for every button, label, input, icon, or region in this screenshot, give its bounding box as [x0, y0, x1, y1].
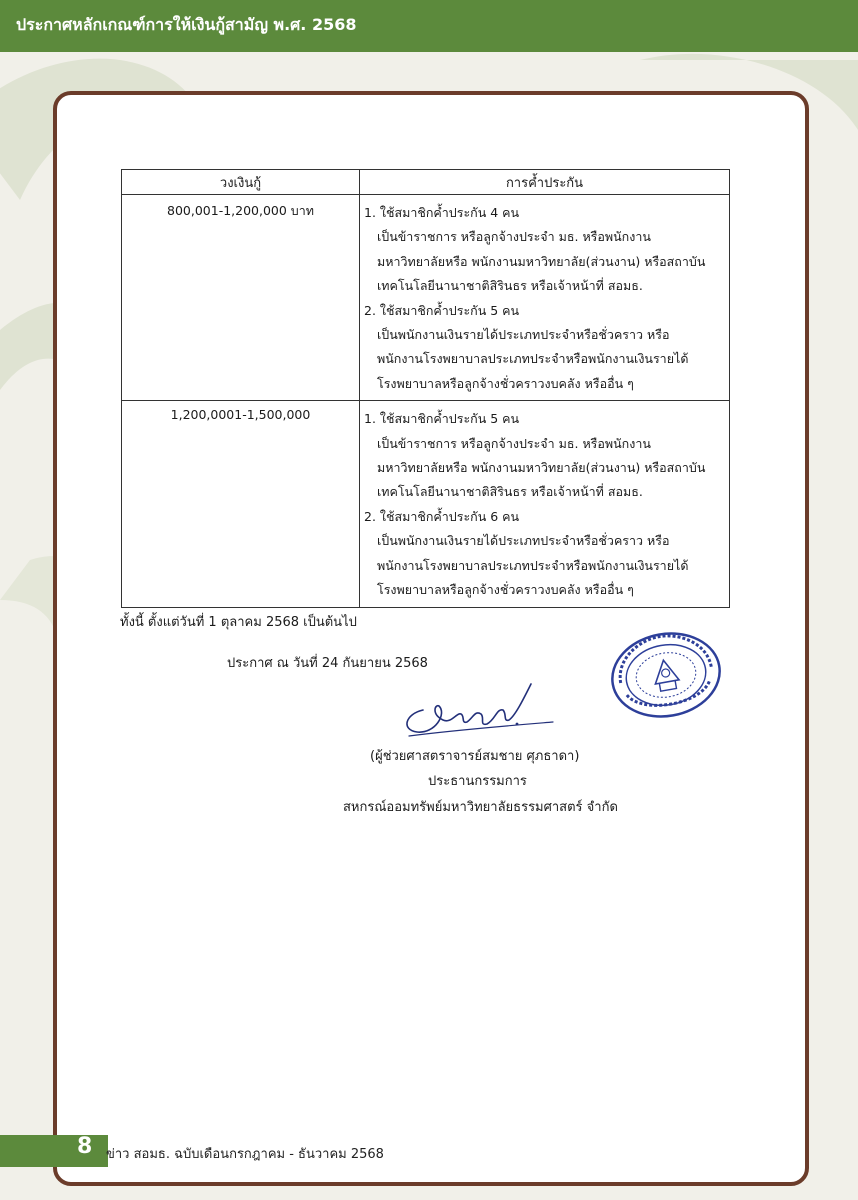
guarantee-line: มหาวิทยาลัยหรือ พนักงานมหาวิทยาลัย(ส่วนงาน) หรือสถาบัน [377, 460, 706, 476]
footer-issue-text: ข่าว สอมธ. ฉบับเดือนกรกฎาคม - ธันวาคม 2568 [106, 1147, 384, 1162]
header-guarantee: การค้ำประกัน [360, 170, 730, 195]
guarantee-line: พนักงานโรงพยาบาลประเภทประจำหรือพนักงานเงินรายได้ [377, 351, 689, 367]
guarantee-line: 2. ใช้สมาชิกค้ำประกัน 5 คน [364, 302, 520, 318]
signatory-position: ประธานกรรมการ [428, 774, 527, 789]
header-title: ประกาศหลักเกณฑ์การให้เงินกู้สามัญ พ.ศ. 2568 [16, 15, 357, 34]
guarantee-line: เป็นพนักงานเงินรายได้ประเภทประจำหรือชั่วคราว หรือ [377, 327, 670, 343]
table-header-row [122, 170, 730, 195]
header-band [0, 0, 858, 52]
header-loan-amount: วงเงินกู้ [122, 170, 360, 195]
guarantee-line: เป็นข้าราชการ หรือลูกจ้างประจำ มธ. หรือพนักงาน [377, 435, 651, 451]
cooperative-seal-image [606, 630, 726, 720]
loan-amount-cell: 1,200,0001-1,500,000 [122, 401, 360, 607]
signatory-name: (ผู้ช่วยศาสตราจารย์สมชาย ศุภธาดา) [370, 749, 580, 764]
guarantee-cell [360, 195, 730, 401]
announcement-date-text: ประกาศ ณ วันที่ 24 กันยายน 2568 [227, 656, 428, 671]
guarantee-line: เป็นข้าราชการ หรือลูกจ้างประจำ มธ. หรือพนักงาน [377, 229, 651, 245]
guarantee-line: 2. ใช้สมาชิกค้ำประกัน 6 คน [364, 508, 520, 524]
guarantee-line: 1. ใช้สมาชิกค้ำประกัน 5 คน [364, 411, 520, 427]
guarantee-line: โรงพยาบาลหรือลูกจ้างชั่วคราวงบคลัง หรืออื่น ๆ [377, 582, 634, 598]
signature-image [395, 670, 565, 742]
loan-amount-cell: 800,001-1,200,000 บาท [122, 195, 360, 401]
guarantee-line: เป็นพนักงานเงินรายได้ประเภทประจำหรือชั่วคราว หรือ [377, 533, 670, 549]
effective-date-text: ทั้งนี้ ตั้งแต่วันที่ 1 ตุลาคม 2568 เป็นต้นไป [120, 615, 357, 630]
guarantee-line: เทคโนโลยีนานาชาติสิรินธร หรือเจ้าหน้าที่ สอมธ. [377, 484, 643, 500]
guarantee-line: 1. ใช้สมาชิกค้ำประกัน 4 คน [364, 205, 520, 220]
signatory-organization: สหกรณ์ออมทรัพย์มหาวิทยาลัยธรรมศาสตร์ จำกัด [343, 800, 618, 815]
guarantee-cell [360, 401, 730, 607]
guarantee-line: พนักงานโรงพยาบาลประเภทประจำหรือพนักงานเงินรายได้ [377, 557, 689, 573]
page-number: 8 [77, 1134, 93, 1159]
guarantee-line: โรงพยาบาลหรือลูกจ้างชั่วคราวงบคลัง หรืออื่น ๆ [377, 375, 634, 391]
guarantee-line: มหาวิทยาลัยหรือ พนักงานมหาวิทยาลัย(ส่วนงาน) หรือสถาบัน [377, 253, 706, 269]
table-row [122, 401, 730, 607]
loan-guarantee-table [121, 169, 730, 608]
guarantee-line: เทคโนโลยีนานาชาติสิรินธร หรือเจ้าหน้าที่ สอมธ. [377, 278, 643, 294]
table-row [122, 195, 730, 401]
